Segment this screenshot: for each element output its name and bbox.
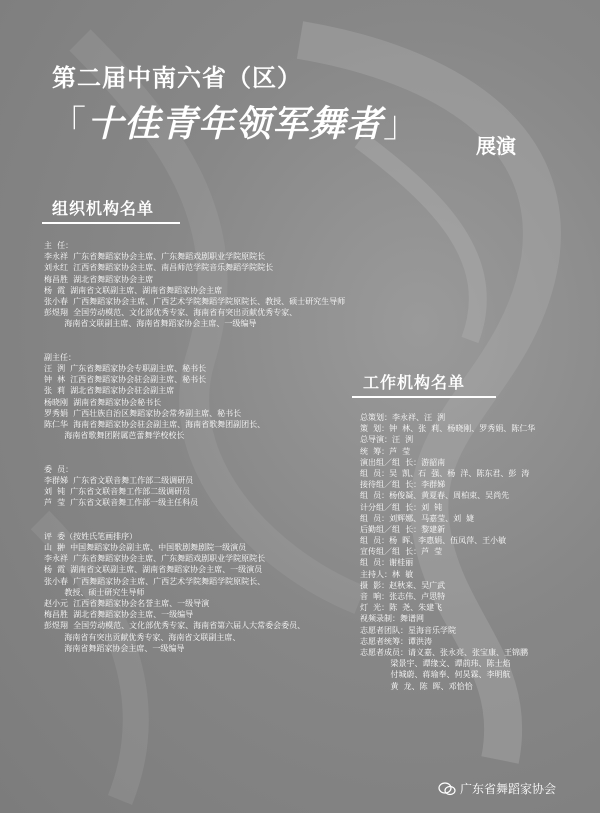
list-line: 杨 霞 湖南省文联副主席、湖南省舞蹈家协会主席 <box>44 285 223 295</box>
work-list <box>360 412 535 692</box>
main-title <box>50 96 420 147</box>
list-line: 陈仁华 海南省舞蹈家协会驻会副主席、海南省歌舞团副团长、 <box>44 420 266 429</box>
list-line: 副主任： <box>44 352 76 362</box>
list-line: 后勤组／组 长：黎建新 <box>360 524 446 534</box>
list-line <box>44 520 345 531</box>
list-line: 李群娣 广东省文联音舞工作部二级调研员 <box>44 475 194 485</box>
list-line: 梅昌胜 湖北省舞蹈家协会主席、一级编导 <box>44 610 194 620</box>
list-line: 总导演：汪 洌 <box>360 435 414 445</box>
list-line: 组 员：杨 晖、李惠娟、伍凤萍、王小敏 <box>360 536 507 546</box>
list-line: 山 翀 中国舞蹈家协会副主席、中国歌剧舞剧院一级演员 <box>44 543 247 553</box>
list-line: 刘永红 江西省舞蹈家协会主席、南昌师范学院音乐舞蹈学院院长 <box>44 263 274 273</box>
list-line: 灯 光：陈 尧、朱建飞 <box>360 603 443 613</box>
list-line <box>44 453 345 464</box>
work-section-heading: 工作机构名单 <box>363 373 466 392</box>
list-line: 赵小元 江西省舞蹈家协会名誉主席、一级导演 <box>44 599 210 608</box>
list-line <box>44 509 345 520</box>
bracket-close: 」 <box>383 104 421 145</box>
list-line <box>44 441 345 452</box>
list-line: 张小春 广西舞蹈家协会主席、广西艺术学院舞蹈学院原院长、 <box>44 576 266 586</box>
list-line: 彭煜翔 全国劳动模范、文化部优秀专家、海南省第六届人大常委会委员、 <box>44 621 306 631</box>
work-heading-underline <box>352 396 496 398</box>
list-line: 海南省有突出贡献优秀专家、海南省文联副主席、 <box>44 632 241 642</box>
list-line: 罗秀娟 广西壮族自治区舞蹈家协会常务副主席、秘书长 <box>44 408 242 418</box>
list-line: 组 员：刘辉娜、马嘉莹、刘 婕 <box>360 513 475 523</box>
list-line: 张 莉 湖北省舞蹈家协会驻会副主席 <box>44 386 175 396</box>
list-line: 统 筹：芦 莹 <box>360 446 411 456</box>
list-line: 张小春 广西舞蹈家协会主席、广西艺术学院舞蹈学院原院长、教授、硕士研究生导师 <box>44 296 346 306</box>
list-line: 梁景宇、谭缘文、谭前玮、陈士焰 <box>360 659 511 669</box>
org-list <box>44 240 345 654</box>
list-line: 主 任： <box>44 241 74 250</box>
list-line: 付城蔚、蒋瑜奉、何昊霖、李明航 <box>360 670 511 680</box>
list-line: 主持人：林 敏 <box>360 569 414 579</box>
list-line: 宣传组／组 长：芦 莹 <box>360 547 443 557</box>
org-section-heading: 组织机构名单 <box>52 199 155 218</box>
list-line: 志愿者团队：星海音乐学院 <box>360 625 456 635</box>
list-line: 海南省歌舞团附属芭蕾舞学校校长 <box>44 431 185 441</box>
list-line: 计分组／组 长：刘 钝 <box>360 502 443 512</box>
list-line: 评 委（按姓氏笔画排序） <box>44 531 138 541</box>
wechat-icon <box>438 782 456 796</box>
list-line: 志愿者成员：请义嘉、张永亮、张宝康、王锦鹏 <box>360 647 528 657</box>
list-line: 组 员：谢桂丽 <box>360 558 414 568</box>
watermark <box>438 780 556 797</box>
list-line: 志愿者统筹：谭洪涛 <box>360 636 432 646</box>
list-line <box>44 330 345 341</box>
main-title-text: 十佳青年领军舞者 <box>87 104 384 145</box>
org-heading-underline <box>42 222 180 224</box>
list-line: 音 响：张志伟、卢思特 <box>360 592 446 601</box>
list-line: 杨晓刚 湖南省舞蹈家协会秘书长 <box>44 397 162 407</box>
list-line <box>44 341 345 352</box>
list-line: 总策划：李永祥、汪 洌 <box>360 413 446 422</box>
title-line1: 第二届中南六省（区） <box>52 64 302 92</box>
list-line: 刘 钝 广东省文联音舞工作部二级调研员 <box>44 487 191 497</box>
list-line: 组 员：杨俊凝、黄夏春、周柏束、吴尚先 <box>360 491 510 501</box>
list-line: 李永祥 广东省舞蹈家协会主席、广东舞蹈戏剧职业学院原院长 <box>44 252 266 262</box>
list-line: 汪 洌 广东省舞蹈家协会专职副主席、秘书长 <box>44 364 207 374</box>
list-line: 接待组／组 长：李群娣 <box>360 480 446 490</box>
list-line: 黄 龙、陈 晖、邓恰恰 <box>360 681 473 691</box>
list-line: 委 员： <box>44 464 74 474</box>
watermark-text: 广东省舞蹈家协会 <box>460 782 557 796</box>
list-line: 杨 霞 湖南省文联副主席、湖南省舞蹈家协会主席、一级演员 <box>44 565 263 575</box>
list-line: 视频录制：舞谱网 <box>360 614 424 624</box>
list-line: 组 员：吴 凯、石 强、杨 洋、陈东君、彭 涛 <box>360 468 530 478</box>
list-line: 彭煜翔 全国劳动模范、文化部优秀专家、海南省有突出贡献优秀专家、 <box>44 308 298 318</box>
title-suffix: 展演 <box>476 134 516 158</box>
bracket-open: 「 <box>50 104 88 145</box>
list-line: 钟 林 江西省舞蹈家协会驻会副主席、秘书长 <box>44 375 207 385</box>
list-line: 海南省文联副主席、海南省舞蹈家协会主席、一级编导 <box>44 319 257 329</box>
list-line: 芦 莹 广东省文联音舞工作部一级主任科员 <box>44 498 199 508</box>
list-line: 海南省舞蹈家协会主席、一级编导 <box>44 643 185 653</box>
list-line: 李永祥 广东省舞蹈家协会主席、广东舞蹈戏剧职业学院原院长 <box>44 554 266 564</box>
list-line: 梅昌胜 湖北省舞蹈家协会主席 <box>44 274 154 284</box>
list-line: 演出组／组 长：游韶南 <box>360 457 446 467</box>
list-line: 教授、硕士研究生导师 <box>44 587 145 597</box>
list-line: 摄 影：赵秋来、吴广武 <box>360 580 446 590</box>
list-line: 策 划：钟 林、张 莉、杨晓刚、罗秀娟、陈仁华 <box>360 424 536 434</box>
